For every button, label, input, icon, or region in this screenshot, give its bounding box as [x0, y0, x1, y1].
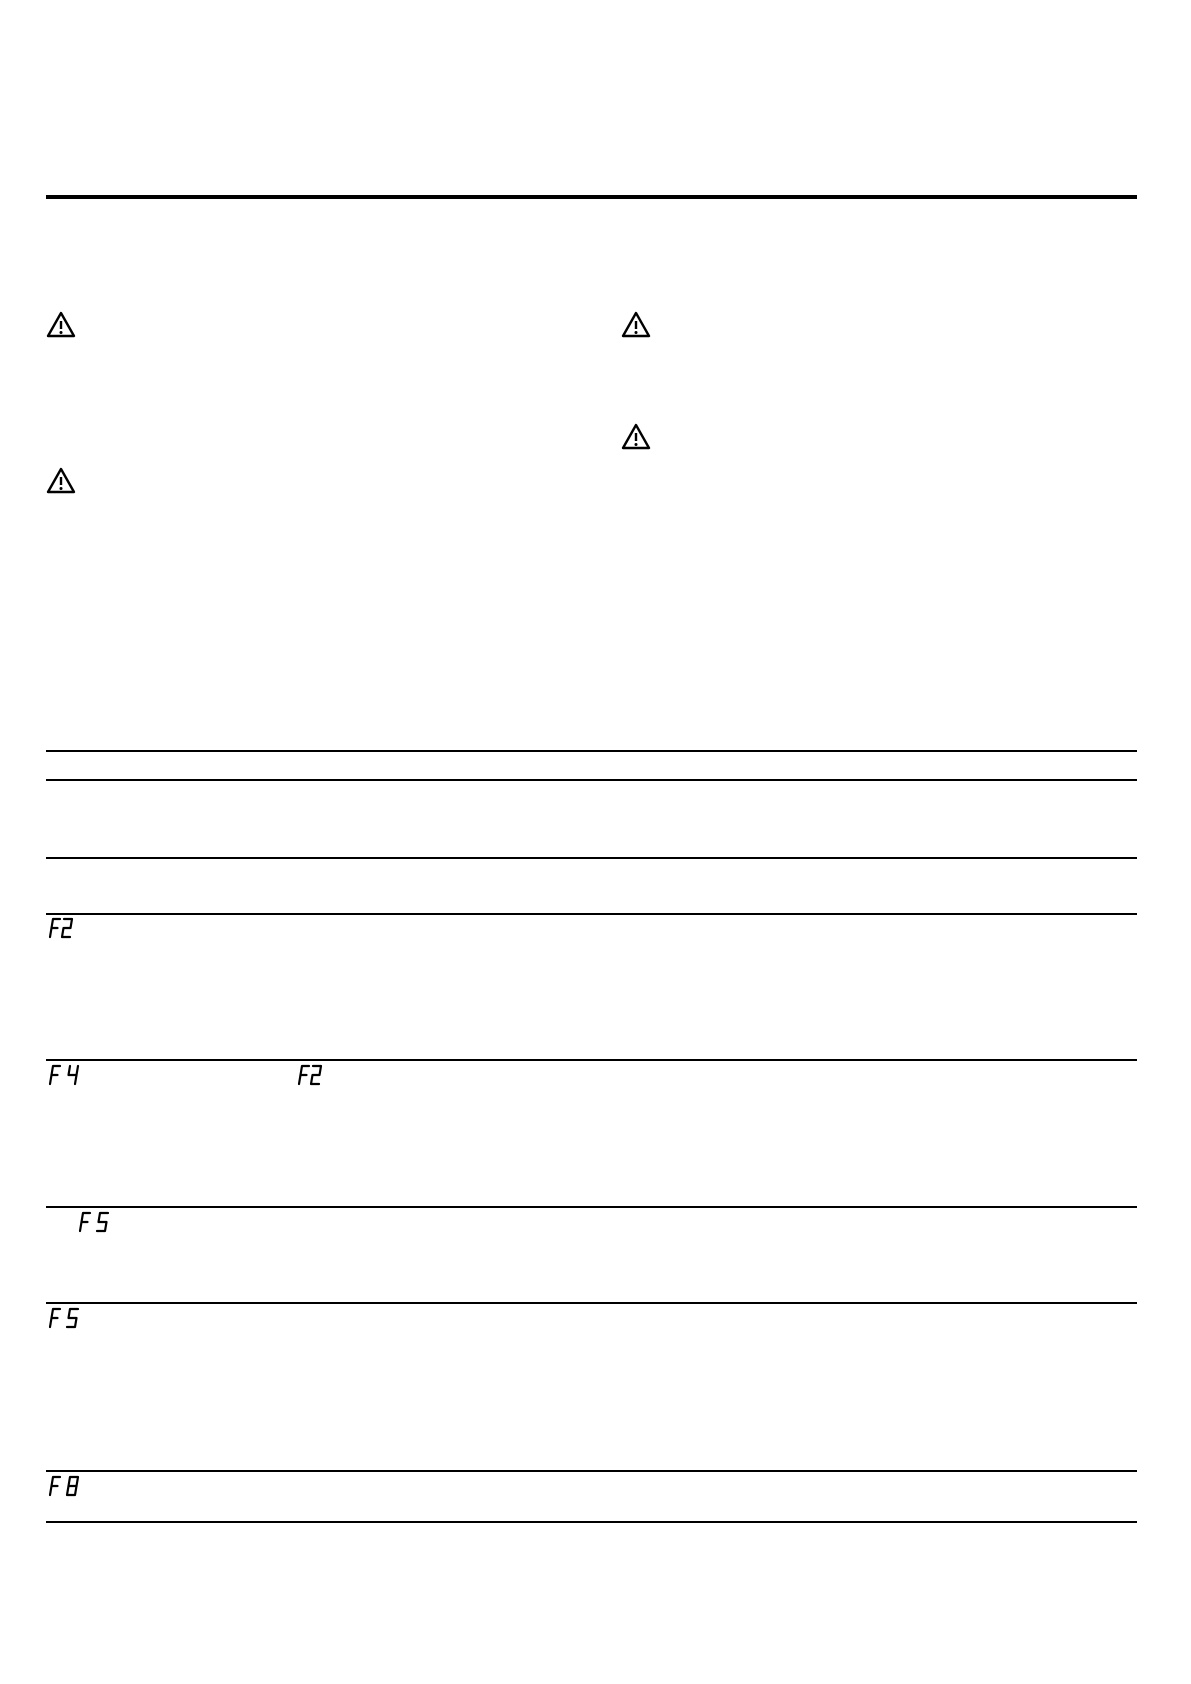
warning-triangle-icon: [46, 311, 76, 338]
table-header-rule: [46, 779, 1137, 781]
table-row-divider: [46, 1302, 1137, 1304]
error-code-f5: [77, 1211, 111, 1237]
error-code-f8: [47, 1475, 81, 1501]
table-row-divider: [46, 1206, 1137, 1208]
error-code-f2: [47, 917, 77, 943]
header-rule: [46, 195, 1137, 199]
table-row-divider: [46, 913, 1137, 915]
table-top-rule: [46, 750, 1137, 752]
warning-triangle-icon: [621, 423, 651, 450]
table-row-divider: [46, 1059, 1137, 1061]
error-code-f4: [47, 1064, 81, 1090]
warning-triangle-icon: [621, 311, 651, 338]
table-row-divider: [46, 857, 1137, 859]
table-row-divider: [46, 1470, 1137, 1472]
table-bottom-rule: [46, 1521, 1137, 1523]
error-code-f5: [47, 1307, 81, 1333]
warning-triangle-icon: [46, 467, 76, 494]
error-code-f2: [296, 1064, 326, 1090]
